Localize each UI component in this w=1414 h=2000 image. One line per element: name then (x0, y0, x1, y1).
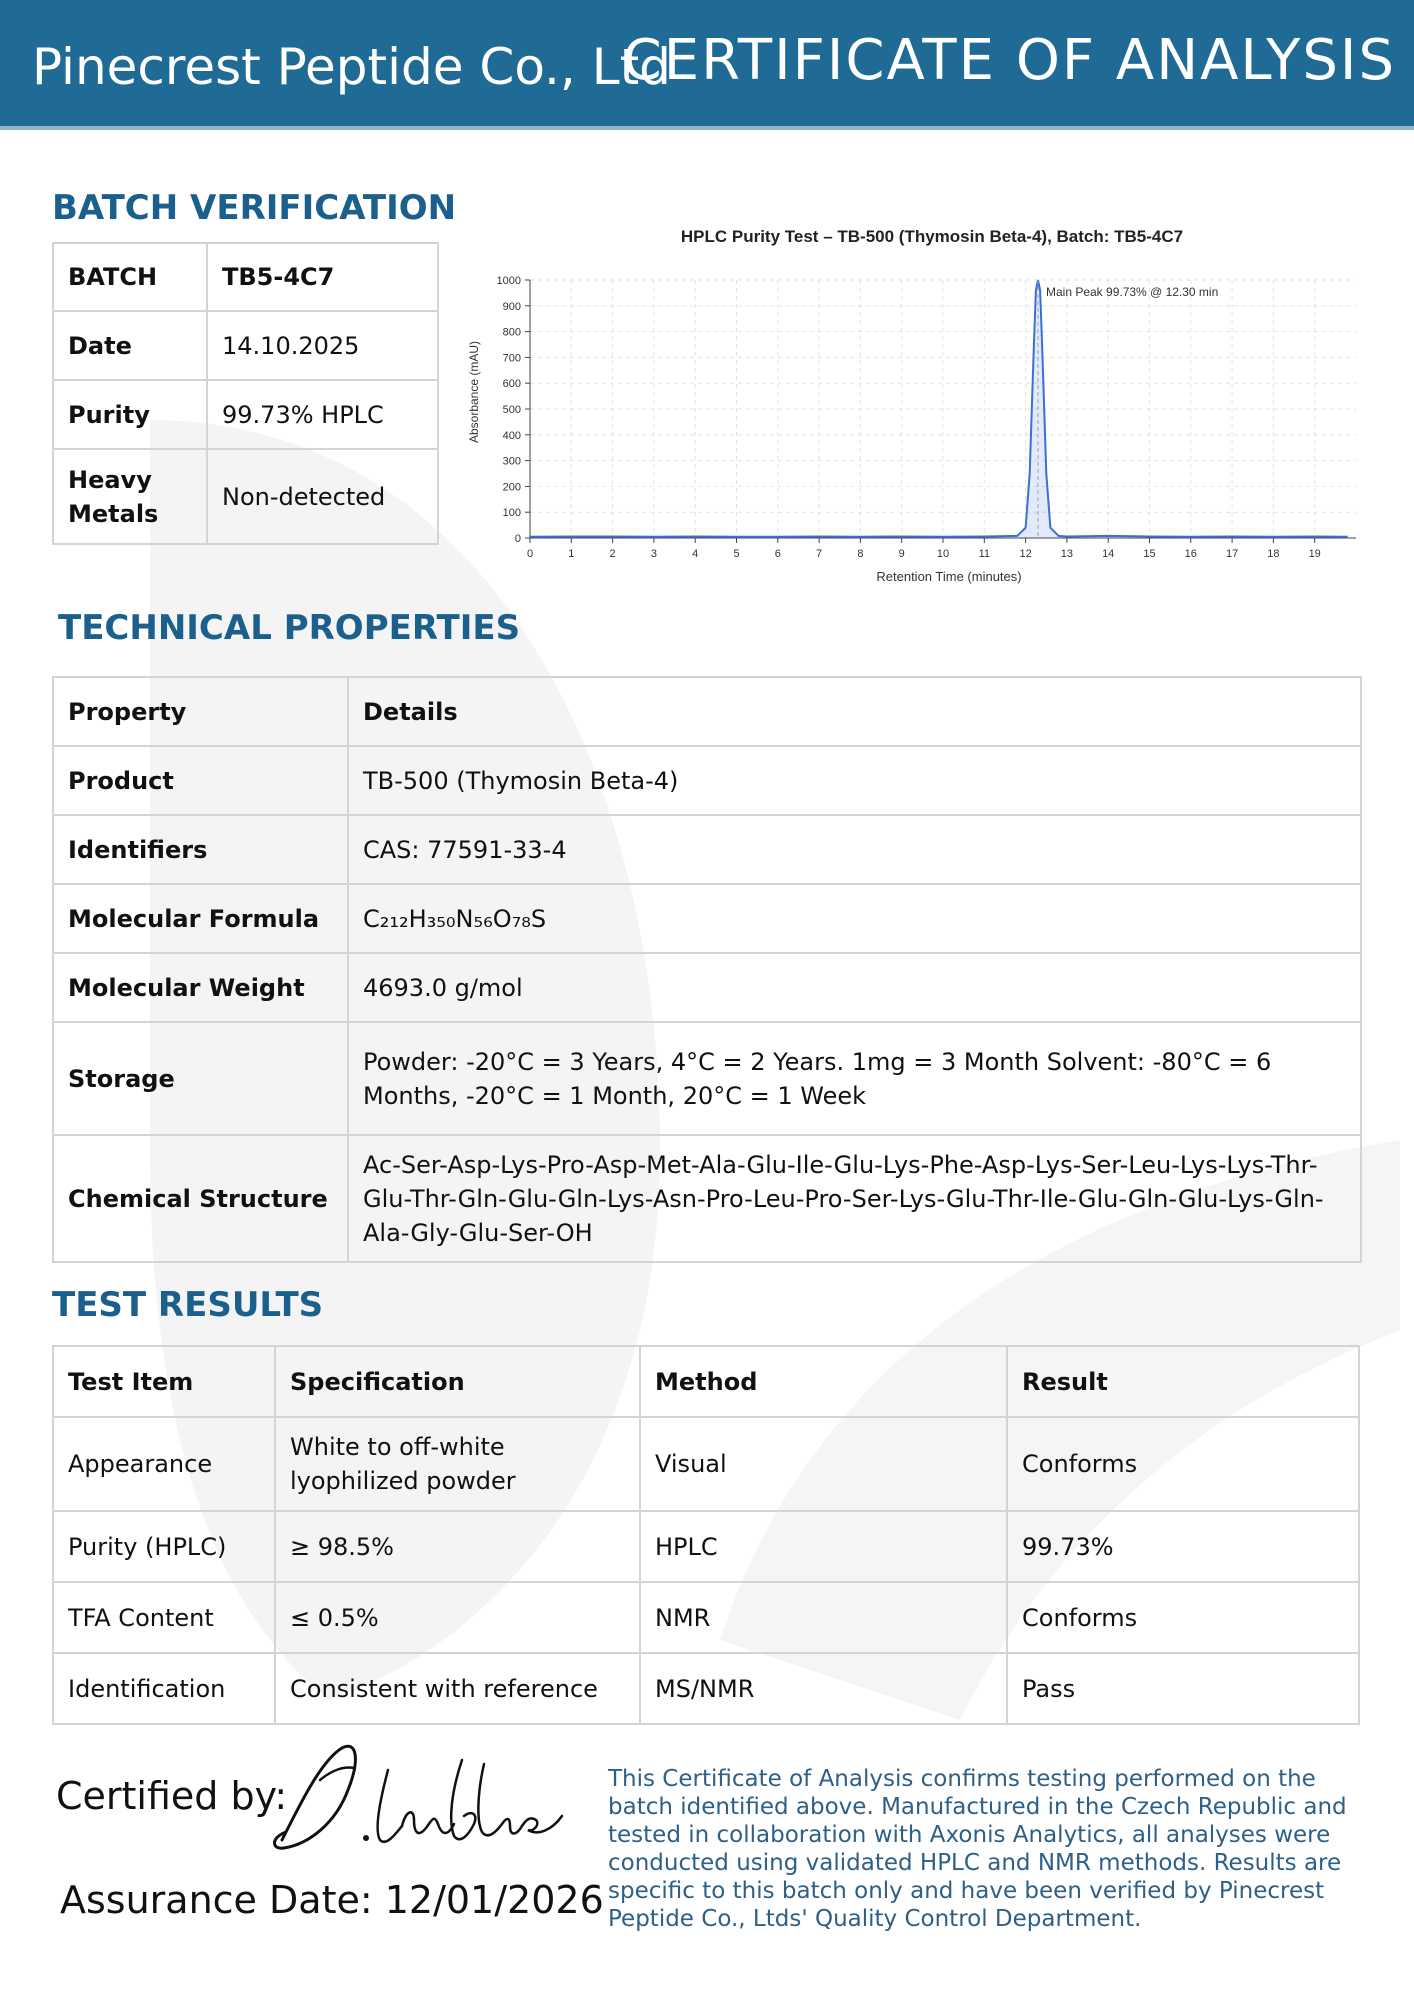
heavy-metals-label: Heavy Metals (53, 449, 207, 544)
y-tick-label: 1000 (496, 275, 521, 287)
table-row (53, 1022, 1361, 1135)
property-name: Molecular Weight (53, 953, 348, 1022)
x-tick-label: 9 (898, 548, 905, 560)
batch-label: BATCH (53, 243, 207, 311)
property-name: Product (53, 746, 348, 815)
table-row (53, 311, 438, 380)
method-header: Method (640, 1346, 1007, 1417)
y-tick-label: 400 (502, 429, 521, 442)
table-row (53, 815, 1361, 884)
table-row (53, 1135, 1361, 1262)
table-row (53, 1582, 1359, 1653)
table-row (53, 1511, 1359, 1582)
x-tick-label: 5 (733, 548, 740, 560)
x-tick-label: 11 (978, 548, 991, 560)
y-tick-label: 300 (502, 455, 521, 468)
date-label: Date (53, 311, 207, 380)
property-details: Powder: -20°C = 3 Years, 4°C = 2 Years. 1mg = 3 Month Solvent: -80°C = 6 Months, -20°C = 1 Month, 20°C = 1 Week (348, 1022, 1361, 1135)
series-line (530, 280, 1348, 537)
test-results-table (52, 1345, 1360, 1725)
test-item: Appearance (53, 1417, 275, 1511)
test-item: Identification (53, 1653, 275, 1724)
x-tick-label: 0 (526, 548, 534, 560)
purity-value: 99.73% HPLC (207, 380, 438, 449)
x-tick-label: 2 (609, 548, 616, 560)
y-tick-label: 100 (502, 507, 521, 520)
test-result: Conforms (1007, 1417, 1359, 1511)
property-details: CAS: 77591-33-4 (348, 815, 1361, 884)
technical-properties-table (52, 676, 1362, 1263)
x-tick-label: 3 (650, 548, 657, 560)
heavy-metals-value: Non-detected (207, 449, 438, 544)
test-result: Pass (1007, 1653, 1359, 1724)
test-method: NMR (640, 1582, 1007, 1653)
table-row (53, 449, 438, 544)
x-tick-label: 7 (816, 548, 823, 560)
x-tick-label: 18 (1267, 548, 1280, 560)
property-name: Molecular Formula (53, 884, 348, 953)
specification-header: Specification (275, 1346, 640, 1417)
test-method: MS/NMR (640, 1653, 1007, 1724)
test-result: Conforms (1007, 1582, 1359, 1653)
property-details: Ac-Ser-Asp-Lys-Pro-Asp-Met-Ala-Glu-Ile-Glu-Lys-Phe-Asp-Lys-Ser-Leu-Lys-Lys-Thr-Glu-Thr-Gln-Glu-Gln-Lys-Asn-Pro-Leu-Pro-Ser-Lys-Glu-Thr-Ile-Glu-Gln-Glu-Lys-Gln-Ala-Gly-Glu-Ser-OH (348, 1135, 1361, 1262)
technical-section-title: TECHNICAL PROPERTIES (58, 608, 521, 648)
property-details: 4693.0 g/mol (348, 953, 1361, 1022)
x-tick-label: 6 (774, 548, 781, 560)
certificate-note: This Certificate of Analysis confirms testing performed on the batch identified above. Manufactured in the Czech Republic and tested in collaboration with Axonis Analytics, all analyses were conducted using validated HPLC and NMR methods. Results are specific to this batch only and have been verified by Pinecrest Peptide Co., Ltds' Quality Control Department. (608, 1766, 1347, 1932)
x-tick-label: 1 (568, 548, 575, 560)
signature (262, 1740, 572, 1860)
property-name: Chemical Structure (53, 1135, 348, 1262)
x-tick-label: 4 (692, 548, 699, 560)
property-name: Storage (53, 1022, 348, 1135)
x-tick-label: 10 (936, 548, 950, 560)
test-specification: ≥ 98.5% (275, 1511, 640, 1582)
y-tick-label: 500 (502, 404, 521, 416)
date-value: 14.10.2025 (207, 311, 438, 380)
x-tick-label: 19 (1308, 548, 1321, 560)
y-tick-label: 700 (502, 352, 521, 365)
batch-table (52, 242, 439, 545)
test-specification: White to off-white lyophilized powder (275, 1417, 640, 1511)
chart-title: HPLC Purity Test – TB-500 (Thymosin Beta-4), Batch: TB5-4C7 (680, 227, 1184, 246)
property-details: C₂₁₂H₃₅₀N₅₆O₇₈S (348, 884, 1361, 953)
chart-grid (530, 280, 1356, 538)
test-item: Purity (HPLC) (53, 1511, 275, 1582)
table-row (53, 380, 438, 449)
test-results-section-title: TEST RESULTS (52, 1285, 324, 1325)
test-method: HPLC (640, 1511, 1007, 1582)
y-tick-label: 0 (514, 533, 521, 545)
test-method: Visual (640, 1417, 1007, 1511)
chart-ticks (497, 275, 1321, 560)
y-tick-label: 600 (502, 378, 521, 391)
hplc-chart (456, 216, 1376, 596)
result-header: Result (1007, 1346, 1359, 1417)
document-title: CERTIFICATE OF ANALYSIS (622, 28, 1396, 93)
y-tick-label: 900 (502, 300, 521, 313)
y-tick-label: 200 (502, 481, 521, 494)
company-name: Pinecrest Peptide Co., Ltd (32, 38, 671, 96)
purity-label: Purity (53, 380, 207, 449)
table-row (53, 243, 438, 311)
x-tick-label: 8 (857, 548, 864, 560)
table-header-row (53, 1346, 1359, 1417)
table-row (53, 953, 1361, 1022)
y-axis-label: Absorbance (mAU) (467, 340, 481, 444)
batch-section-title: BATCH VERIFICATION (52, 188, 457, 228)
batch-value: TB5-4C7 (207, 243, 438, 311)
peak-annotation: Main Peak 99.73% @ 12.30 min (1045, 285, 1219, 299)
x-tick-label: 15 (1143, 548, 1156, 560)
table-row (53, 746, 1361, 815)
x-tick-label: 16 (1184, 548, 1197, 560)
property-details: TB-500 (Thymosin Beta-4) (348, 746, 1361, 815)
x-tick-label: 12 (1019, 548, 1032, 560)
x-tick-label: 13 (1060, 548, 1074, 560)
test-specification: Consistent with reference (275, 1653, 640, 1724)
y-tick-label: 800 (502, 326, 521, 339)
details-header: Details (348, 677, 1361, 746)
x-tick-label: 14 (1102, 548, 1115, 560)
test-item: TFA Content (53, 1582, 275, 1653)
table-row (53, 884, 1361, 953)
x-axis-label: Retention Time (minutes) (876, 569, 1022, 584)
table-row (53, 1417, 1359, 1511)
property-name: Identifiers (53, 815, 348, 884)
header-bar (0, 0, 1414, 130)
property-header: Property (53, 677, 348, 746)
certified-by-label: Certified by: (56, 1774, 288, 1818)
table-header-row (53, 677, 1361, 746)
test-specification: ≤ 0.5% (275, 1582, 640, 1653)
x-tick-label: 17 (1225, 548, 1239, 560)
test-item-header: Test Item (53, 1346, 275, 1417)
assurance-date: Assurance Date: 12/01/2026 (60, 1878, 604, 1922)
table-row (53, 1653, 1359, 1724)
test-result: 99.73% (1007, 1511, 1359, 1582)
